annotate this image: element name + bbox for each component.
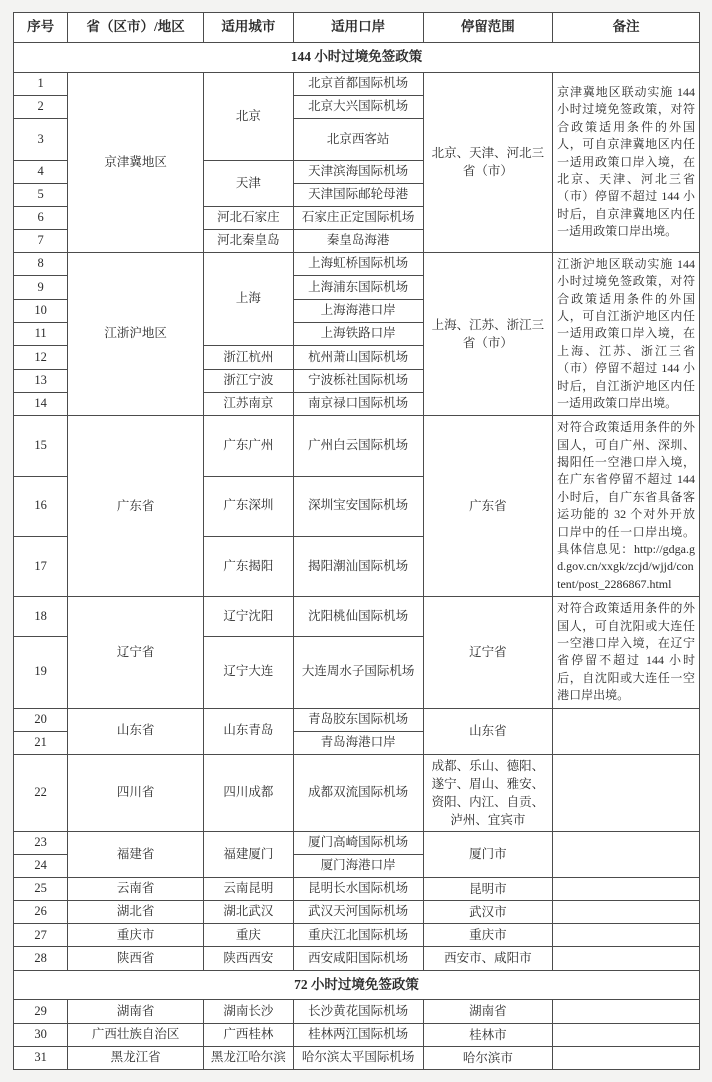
table-cell: 江苏南京 xyxy=(204,392,294,415)
section-title-0: 144 小时过境免签政策 xyxy=(14,42,700,72)
table-row xyxy=(14,947,700,970)
table-cell: 浙江宁波 xyxy=(204,369,294,392)
table-cell xyxy=(553,947,700,970)
row-number-cell: 30 xyxy=(14,1023,68,1046)
table-cell xyxy=(553,832,700,878)
table-cell: 陕西西安 xyxy=(204,947,294,970)
row-number-cell: 23 xyxy=(14,832,68,855)
column-header-3: 适用口岸 xyxy=(293,13,423,43)
table-cell: 长沙黄花国际机场 xyxy=(293,1000,423,1023)
row-number-cell: 29 xyxy=(14,1000,68,1023)
row-number-cell: 10 xyxy=(14,299,68,322)
table-cell: 上海、江苏、浙江三省（市） xyxy=(423,252,553,416)
table-cell: 重庆市 xyxy=(68,924,204,947)
table-row xyxy=(14,1023,700,1046)
table-cell: 西安市、咸阳市 xyxy=(423,947,553,970)
row-number-cell: 18 xyxy=(14,597,68,636)
column-header-0: 序号 xyxy=(14,13,68,43)
table-cell: 北京西客站 xyxy=(293,118,423,160)
table-row xyxy=(14,1046,700,1069)
table-cell: 湖南长沙 xyxy=(204,1000,294,1023)
table-row xyxy=(14,754,700,832)
table-cell: 广东省 xyxy=(68,416,204,597)
row-number-cell: 6 xyxy=(14,206,68,229)
table-cell: 广西壮族自治区 xyxy=(68,1023,204,1046)
table-cell: 厦门海港口岸 xyxy=(293,855,423,878)
table-cell: 上海 xyxy=(204,252,294,345)
table-row xyxy=(14,1000,700,1023)
table-cell: 湖南省 xyxy=(68,1000,204,1023)
table-cell: 四川省 xyxy=(68,754,204,832)
table-cell: 京津冀地区 xyxy=(68,72,204,252)
table-cell: 哈尔滨市 xyxy=(423,1046,553,1069)
row-number-cell: 4 xyxy=(14,160,68,183)
table-cell: 江浙沪地区 xyxy=(68,252,204,416)
table-cell: 揭阳潮汕国际机场 xyxy=(293,536,423,596)
table-cell: 上海铁路口岸 xyxy=(293,322,423,345)
row-number-cell: 11 xyxy=(14,322,68,345)
table-cell: 桂林市 xyxy=(423,1023,553,1046)
table-cell: 广东深圳 xyxy=(204,476,294,536)
table-cell: 秦皇岛海港 xyxy=(293,229,423,252)
table-cell: 天津国际邮轮母港 xyxy=(293,183,423,206)
table-header-row xyxy=(14,13,700,43)
table-cell: 武汉市 xyxy=(423,901,553,924)
row-number-cell: 27 xyxy=(14,924,68,947)
table-cell: 广东揭阳 xyxy=(204,536,294,596)
table-cell xyxy=(553,1023,700,1046)
table-cell: 福建厦门 xyxy=(204,832,294,878)
table-cell: 河北秦皇岛 xyxy=(204,229,294,252)
table-cell: 北京大兴国际机场 xyxy=(293,95,423,118)
column-header-5: 备注 xyxy=(553,13,700,43)
table-cell: 黑龙江哈尔滨 xyxy=(204,1046,294,1069)
row-number-cell: 31 xyxy=(14,1046,68,1069)
table-cell xyxy=(553,1000,700,1023)
table-row xyxy=(14,252,700,275)
table-cell: 成都、乐山、德阳、遂宁、眉山、雅安、资阳、内江、自贡、泸州、宜宾市 xyxy=(423,754,553,832)
row-number-cell: 20 xyxy=(14,708,68,731)
table-cell: 湖北省 xyxy=(68,901,204,924)
table-cell: 黑龙江省 xyxy=(68,1046,204,1069)
row-number-cell: 13 xyxy=(14,369,68,392)
table-cell: 辽宁省 xyxy=(68,597,204,708)
row-number-cell: 24 xyxy=(14,855,68,878)
table-cell: 福建省 xyxy=(68,832,204,878)
table-cell: 对符合政策适用条件的外国人，可自沈阳或大连任一空港口岸入境，在辽宁省停留不超过 144 小时后，自沈阳或大连任一空港口岸出境。 xyxy=(553,597,700,708)
table-cell: 青岛海港口岸 xyxy=(293,731,423,754)
table-cell: 深圳宝安国际机场 xyxy=(293,476,423,536)
table-cell: 石家庄正定国际机场 xyxy=(293,206,423,229)
table-row xyxy=(14,878,700,901)
table-cell: 重庆 xyxy=(204,924,294,947)
row-number-cell: 1 xyxy=(14,72,68,95)
table-cell: 广州白云国际机场 xyxy=(293,416,423,476)
row-number-cell: 25 xyxy=(14,878,68,901)
table-cell: 浙江杭州 xyxy=(204,346,294,369)
table-cell: 上海海港口岸 xyxy=(293,299,423,322)
column-header-4: 停留范围 xyxy=(423,13,553,43)
table-row xyxy=(14,901,700,924)
table-body xyxy=(14,42,700,1069)
row-number-cell: 21 xyxy=(14,731,68,754)
table-cell: 上海浦东国际机场 xyxy=(293,276,423,299)
table-cell: 南京禄口国际机场 xyxy=(293,392,423,415)
row-number-cell: 3 xyxy=(14,118,68,160)
table-cell: 重庆市 xyxy=(423,924,553,947)
table-cell: 宁波栎社国际机场 xyxy=(293,369,423,392)
table-cell: 广东广州 xyxy=(204,416,294,476)
table-cell: 杭州萧山国际机场 xyxy=(293,346,423,369)
row-number-cell: 22 xyxy=(14,754,68,832)
table-row xyxy=(14,832,700,855)
table-cell: 京津冀地区联动实施 144 小时过境免签政策，对符合政策适用条件的外国人，可自京津冀地区内任一适用政策口岸入境，在北京、天津、河北三省（市）停留不超过 144 小时后，自京津冀地区内任一适用政策口岸出境。 xyxy=(553,72,700,252)
row-number-cell: 14 xyxy=(14,392,68,415)
transit-visa-policy-table xyxy=(13,12,700,1070)
row-number-cell: 12 xyxy=(14,346,68,369)
table-cell: 山东青岛 xyxy=(204,708,294,754)
table-row xyxy=(14,708,700,731)
table-cell: 重庆江北国际机场 xyxy=(293,924,423,947)
table-cell: 哈尔滨太平国际机场 xyxy=(293,1046,423,1069)
table-cell: 武汉天河国际机场 xyxy=(293,901,423,924)
row-number-cell: 16 xyxy=(14,476,68,536)
row-number-cell: 9 xyxy=(14,276,68,299)
table-cell: 湖北武汉 xyxy=(204,901,294,924)
table-cell: 广东省 xyxy=(423,416,553,597)
row-number-cell: 17 xyxy=(14,536,68,596)
table-cell: 辽宁大连 xyxy=(204,636,294,708)
row-number-cell: 7 xyxy=(14,229,68,252)
row-number-cell: 5 xyxy=(14,183,68,206)
table-cell: 昆明长水国际机场 xyxy=(293,878,423,901)
table-cell: 广西桂林 xyxy=(204,1023,294,1046)
table-cell: 辽宁沈阳 xyxy=(204,597,294,636)
table-cell: 厦门市 xyxy=(423,832,553,878)
table-cell xyxy=(553,1046,700,1069)
table-cell xyxy=(553,754,700,832)
section-title-1: 72 小时过境免签政策 xyxy=(14,970,700,1000)
table-cell: 陕西省 xyxy=(68,947,204,970)
table-cell: 对符合政策适用条件的外国人，可自广州、深圳、揭阳任一空港口岸入境，在广东省停留不超过 144 小时后，自广东省具备客运功能的 32 个对外开放口岸中的任一口岸出境。具体信息见：http://gdga.gd.gov.cn/xxgk/zcjd/wjjd/content/post_2286867.html xyxy=(553,416,700,597)
table-cell: 上海虹桥国际机场 xyxy=(293,252,423,275)
table-cell: 西安咸阳国际机场 xyxy=(293,947,423,970)
column-header-2: 适用城市 xyxy=(204,13,294,43)
row-number-cell: 15 xyxy=(14,416,68,476)
row-number-cell: 28 xyxy=(14,947,68,970)
table-cell xyxy=(553,924,700,947)
table-cell xyxy=(553,708,700,754)
table-cell: 山东省 xyxy=(423,708,553,754)
table-row xyxy=(14,597,700,636)
row-number-cell: 19 xyxy=(14,636,68,708)
table-cell: 青岛胶东国际机场 xyxy=(293,708,423,731)
table-row xyxy=(14,72,700,95)
table-cell: 河北石家庄 xyxy=(204,206,294,229)
table-cell: 天津滨海国际机场 xyxy=(293,160,423,183)
table-cell: 辽宁省 xyxy=(423,597,553,708)
table-cell: 江浙沪地区联动实施 144 小时过境免签政策，对符合政策适用条件的外国人，可自江浙沪地区内任一适用政策口岸入境，在上海、江苏、浙江三省（市）停留不超过 144 小时后，自江浙沪地区内任一适用政策口岸出境。 xyxy=(553,252,700,416)
table-cell: 昆明市 xyxy=(423,878,553,901)
table-cell: 天津 xyxy=(204,160,294,206)
table-row xyxy=(14,924,700,947)
row-number-cell: 8 xyxy=(14,252,68,275)
table-cell: 成都双流国际机场 xyxy=(293,754,423,832)
table-cell xyxy=(553,901,700,924)
table-cell: 北京首都国际机场 xyxy=(293,72,423,95)
table-cell: 山东省 xyxy=(68,708,204,754)
table-cell: 湖南省 xyxy=(423,1000,553,1023)
row-number-cell: 2 xyxy=(14,95,68,118)
table-row xyxy=(14,416,700,476)
table-cell: 桂林两江国际机场 xyxy=(293,1023,423,1046)
table-cell: 北京 xyxy=(204,72,294,160)
table-cell: 四川成都 xyxy=(204,754,294,832)
column-header-1: 省（区市）/地区 xyxy=(68,13,204,43)
row-number-cell: 26 xyxy=(14,901,68,924)
table-cell: 北京、天津、河北三省（市） xyxy=(423,72,553,252)
table-cell: 云南昆明 xyxy=(204,878,294,901)
table-cell: 云南省 xyxy=(68,878,204,901)
table-cell xyxy=(553,878,700,901)
table-cell: 大连周水子国际机场 xyxy=(293,636,423,708)
table-cell: 厦门高崎国际机场 xyxy=(293,832,423,855)
table-cell: 沈阳桃仙国际机场 xyxy=(293,597,423,636)
